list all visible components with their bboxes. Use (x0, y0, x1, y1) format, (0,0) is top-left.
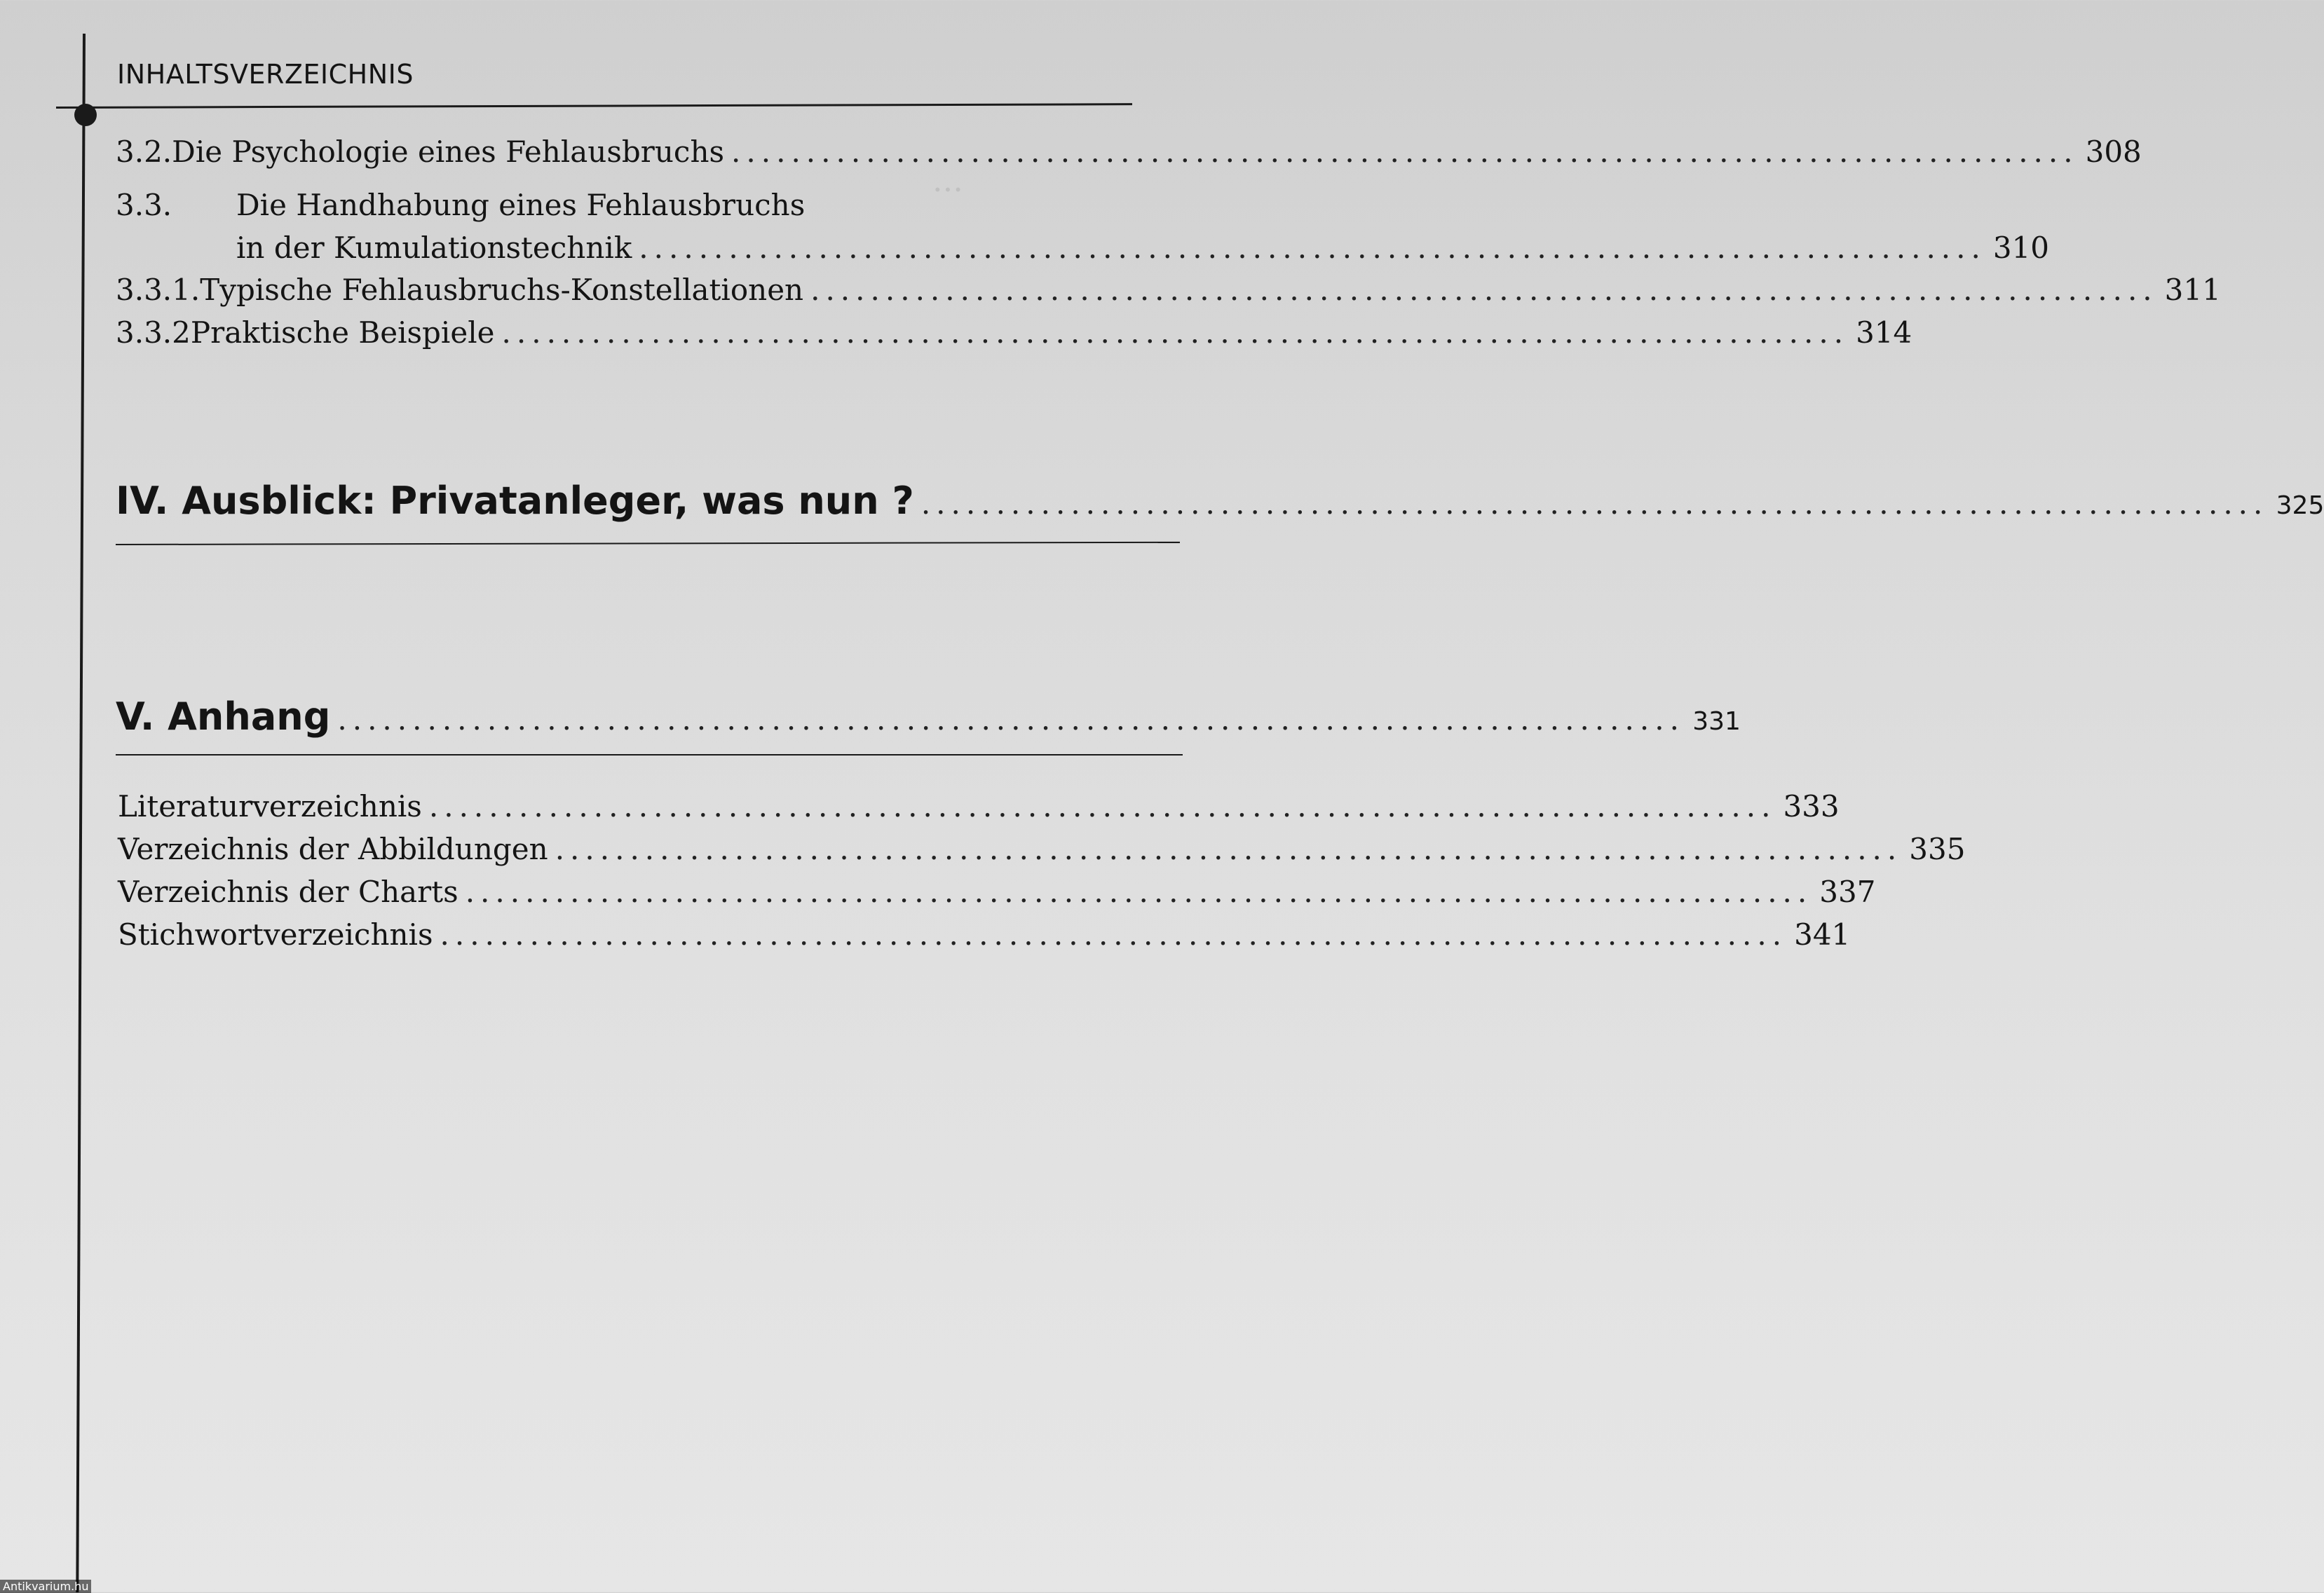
entry-page: 314 (1856, 315, 1912, 350)
toc-section (116, 479, 2324, 523)
entry-number: 3.3.1. (116, 273, 201, 307)
section-rule (116, 754, 1183, 756)
entry-title-cont: in der Kumulationstechnik (236, 231, 632, 265)
dot-leader: .......................................................................................... (501, 315, 1849, 350)
toc-entry-continuation (236, 231, 2050, 265)
entry-page: 311 (2164, 273, 2221, 307)
section-page: 325 (2276, 491, 2324, 520)
appendix-entry (118, 789, 1840, 823)
margin-vertical-rule (76, 34, 86, 1592)
header-rule (56, 103, 1132, 109)
appendix-entry (118, 917, 1851, 952)
entry-number: 3.3. (116, 188, 172, 222)
toc-entry (116, 315, 1912, 350)
dot-leader: .......................................................................................... (731, 135, 2079, 169)
entry-number: 3.2. (116, 135, 172, 169)
appendix-page: 333 (1783, 789, 1840, 823)
entry-page: 310 (1992, 231, 2050, 265)
appendix-title: Verzeichnis der Abbildungen (118, 832, 548, 866)
appendix-page: 335 (1909, 832, 1966, 866)
appendix-title: Stichwortverzeichnis (118, 917, 433, 952)
section-title: IV. Ausblick: Privatanleger, was nun ? (116, 479, 914, 523)
running-header (117, 59, 414, 90)
appendix-page: 341 (1794, 917, 1851, 952)
dot-leader: .......................................................................................... (639, 231, 1986, 265)
appendix-title: Verzeichnis der Charts (118, 875, 458, 909)
section-page: 331 (1692, 707, 1741, 736)
rule-dot (74, 104, 97, 126)
dot-leader: .......................................................................................... (337, 702, 1685, 737)
toc-entry (116, 135, 2142, 169)
entry-title: Typische Fehlausbruchs-Konstellationen (200, 273, 804, 307)
entry-title: Praktische Beispiele (190, 315, 495, 350)
dot-leader: .......................................................................................... (440, 917, 1788, 952)
section-rule (116, 542, 1180, 545)
dot-leader: .......................................................................................... (428, 789, 1776, 823)
entry-title: Die Handhabung eines Fehlausbruchs (236, 188, 806, 222)
dot-leader: .......................................................................................... (465, 875, 1813, 909)
entry-number: 3.3.2 (116, 315, 191, 350)
show-through-text: ... (932, 161, 963, 199)
watermark-credit: Antikvarium.hu (0, 1580, 91, 1593)
appendix-page: 337 (1819, 875, 1876, 909)
toc-entry (116, 273, 2221, 307)
dot-leader: .......................................................................................... (810, 273, 2158, 307)
appendix-entry (118, 832, 1966, 866)
section-title: V. Anhang (116, 695, 331, 739)
dot-leader: .......................................................................................... (555, 832, 1903, 866)
toc-section (116, 695, 1741, 739)
header-title: INHALTSVERZEICHNIS (117, 59, 414, 90)
appendix-title: Literaturverzeichnis (118, 789, 422, 823)
entry-title: Die Psychologie eines Fehlausbruchs (172, 135, 725, 169)
toc-entry (116, 188, 1131, 222)
appendix-entry (118, 875, 1876, 909)
dot-leader: .......................................................................................... (920, 486, 2269, 521)
entry-page: 308 (2085, 135, 2142, 169)
